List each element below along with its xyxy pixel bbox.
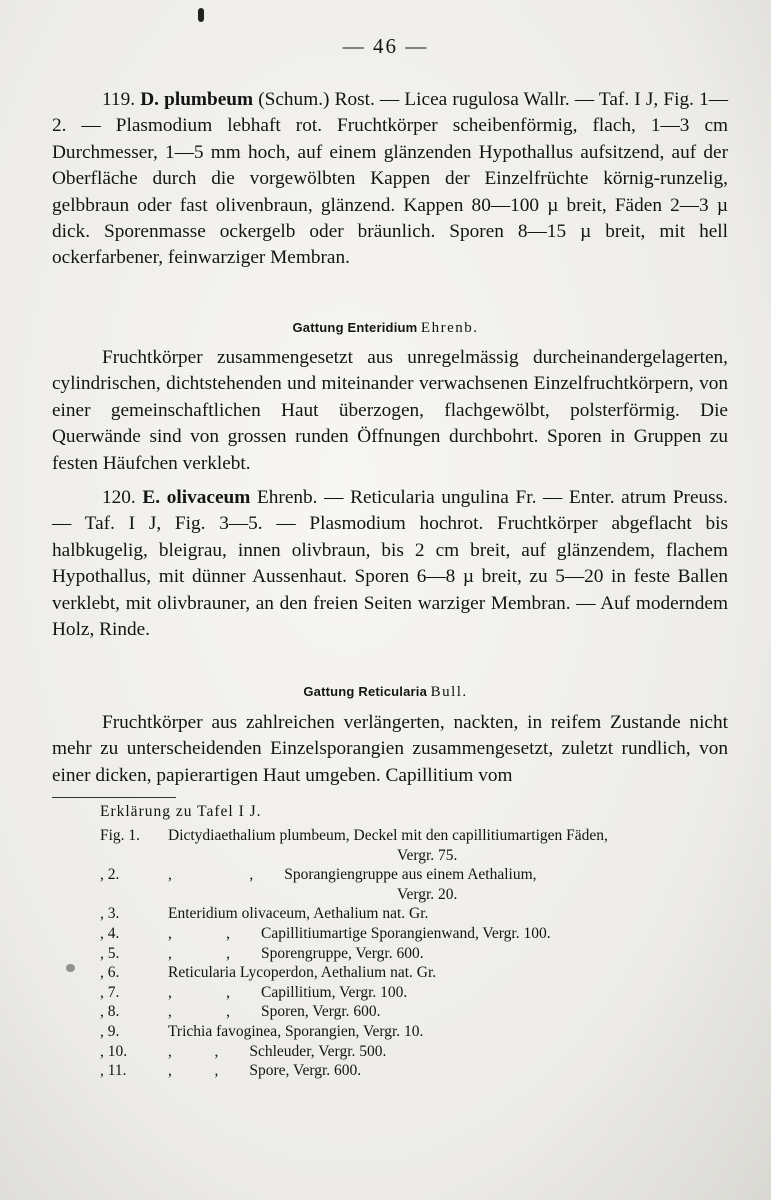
fig-text: , , Capillitiumartige Sporangienwand, Vergr. 100. bbox=[168, 924, 551, 942]
fig-text: , , Sporengruppe, Vergr. 600. bbox=[168, 944, 424, 962]
legend-row bbox=[100, 827, 730, 847]
entry-119 bbox=[52, 87, 728, 272]
legend-title: Erklärung zu Tafel I J. bbox=[100, 803, 262, 820]
entry-number: 120. bbox=[102, 487, 136, 508]
fig-text-continuation: Vergr. 75. bbox=[397, 846, 458, 864]
fig-text: , , Spore, Vergr. 600. bbox=[168, 1062, 362, 1080]
plate-legend bbox=[100, 803, 730, 1082]
legend-row bbox=[100, 984, 730, 1004]
legend-row bbox=[100, 964, 730, 984]
legend-row bbox=[100, 1023, 730, 1043]
legend-row bbox=[100, 945, 730, 965]
fig-text: , , Capillitium, Vergr. 100. bbox=[168, 983, 408, 1001]
genus-heading-enteridium bbox=[0, 320, 771, 337]
fig-text: , , Sporen, Vergr. 600. bbox=[168, 1003, 381, 1021]
fig-label: , 6. bbox=[100, 964, 120, 982]
legend-row bbox=[100, 1043, 730, 1063]
enteridium-description bbox=[52, 345, 728, 477]
page-number: — 46 — bbox=[342, 34, 429, 58]
species-name: E. olivaceum bbox=[142, 487, 251, 508]
genus-heading-reticularia bbox=[0, 684, 771, 701]
fig-label: , 2. bbox=[100, 866, 120, 884]
fig-text: , , Schleuder, Vergr. 500. bbox=[168, 1042, 387, 1060]
fig-label: , 10. bbox=[100, 1042, 128, 1060]
legend-row bbox=[100, 1003, 730, 1023]
fig-label: , 5. bbox=[100, 944, 120, 962]
entry-120 bbox=[52, 485, 728, 643]
fig-text: Dictydiaethalium plumbeum, Deckel mit den capillitiumartigen Fäden, bbox=[168, 827, 608, 844]
fig-text: Reticularia Lycoperdon, Aethalium nat. Gr. bbox=[168, 964, 437, 982]
legend-row bbox=[100, 905, 730, 925]
fig-label: , 4. bbox=[100, 924, 120, 942]
fig-label: Fig. 1. bbox=[100, 827, 141, 844]
fig-label: , 7. bbox=[100, 983, 120, 1001]
fig-label: , 9. bbox=[100, 1022, 120, 1040]
legend-row bbox=[100, 1062, 730, 1082]
ink-blot bbox=[198, 8, 204, 22]
footnote-divider bbox=[52, 797, 176, 798]
genus-label: Gattung Enteridium bbox=[292, 320, 418, 335]
species-name: D. plumbeum bbox=[140, 89, 254, 110]
reticularia-description bbox=[52, 710, 728, 789]
fig-text-continuation: Vergr. 20. bbox=[397, 885, 458, 903]
entry-number: 119. bbox=[102, 89, 136, 110]
fig-text: Enteridium olivaceum, Aethalium nat. Gr. bbox=[168, 905, 429, 923]
legend-row-continuation bbox=[100, 886, 730, 906]
entry-text: (Schum.) Rost. — Licea rugulosa Wallr. — Taf. I J, Fig. 1—2. — Plasmodium lebhaft rot. Fruchtkörper scheibenförmig, flach, 1—3 cm Durchmesser, 1—5 mm hoch, auf einem glänzenden Hypothallus aufsitzend, auf der Oberfläche durch die vorgewölbten Kappen der Einzelfrüchte körnig-runzelig, gelbbraun oder fast olivenbraun, glänzend. Kappen 80—100 µ breit, Fäden 2—3 µ dick. Sporenmasse ockergelb oder bräunlich. Sporen 8—15 µ breit, mit hell ockerfarbener, feinwarziger Membran. bbox=[52, 89, 728, 269]
fig-text: , , Sporangiengruppe aus einem Aethalium, bbox=[168, 866, 537, 884]
description-text: Fruchtkörper zusammengesetzt aus unregelmässig durcheinandergelagerten, cylindrischen, dichtstehenden und miteinander verwachsenen Einzelfruchtkörpern, von einer gemeinschaftlichen Haut überzogen, flachgewölbt, polsterförmig. Die Querwände sind von grossen runden Öffnungen durchbohrt. Sporen in Gruppen zu festen Häufchen verklebt. bbox=[52, 347, 728, 474]
fig-label: , 3. bbox=[100, 905, 120, 923]
legend-row bbox=[100, 866, 730, 886]
fig-label: , 8. bbox=[100, 1003, 120, 1021]
genus-label: Gattung Reticularia bbox=[303, 684, 428, 699]
description-text: Fruchtkörper aus zahlreichen verlängerten, nackten, in reifem Zustande nicht mehr zu unterscheidenden Einzelsporangien zusammengesetzt, zuletzt rundlich, von einer dicken, papierartigen Haut umgeben. Capillitium vom bbox=[52, 712, 728, 786]
fig-label: , 11. bbox=[100, 1062, 127, 1080]
genus-author: Ehrenb. bbox=[420, 320, 479, 336]
ink-spot bbox=[66, 964, 75, 972]
entry-text: Ehrenb. — Reticularia ungulina Fr. — Enter. atrum Preuss. — Taf. I J, Fig. 3—5. — Plasmodium hochrot. Fruchtkörper abgeflacht bis halbkugelig, bleigrau, innen olivbraun, bis 2 cm breit, auf glänzendem, flachem Hypothallus, mit dünner Aussenhaut. Sporen 6—8 µ breit, zu 5—20 in feste Ballen verklebt, mit olivbrauner, an den freien Seiten warziger Membran. — Auf moderndem Holz, Rinde. bbox=[52, 487, 728, 641]
fig-text: Trichia favoginea, Sporangien, Vergr. 10. bbox=[168, 1022, 424, 1040]
legend-row bbox=[100, 925, 730, 945]
genus-author: Bull. bbox=[430, 684, 468, 700]
legend-row-continuation bbox=[100, 847, 730, 867]
